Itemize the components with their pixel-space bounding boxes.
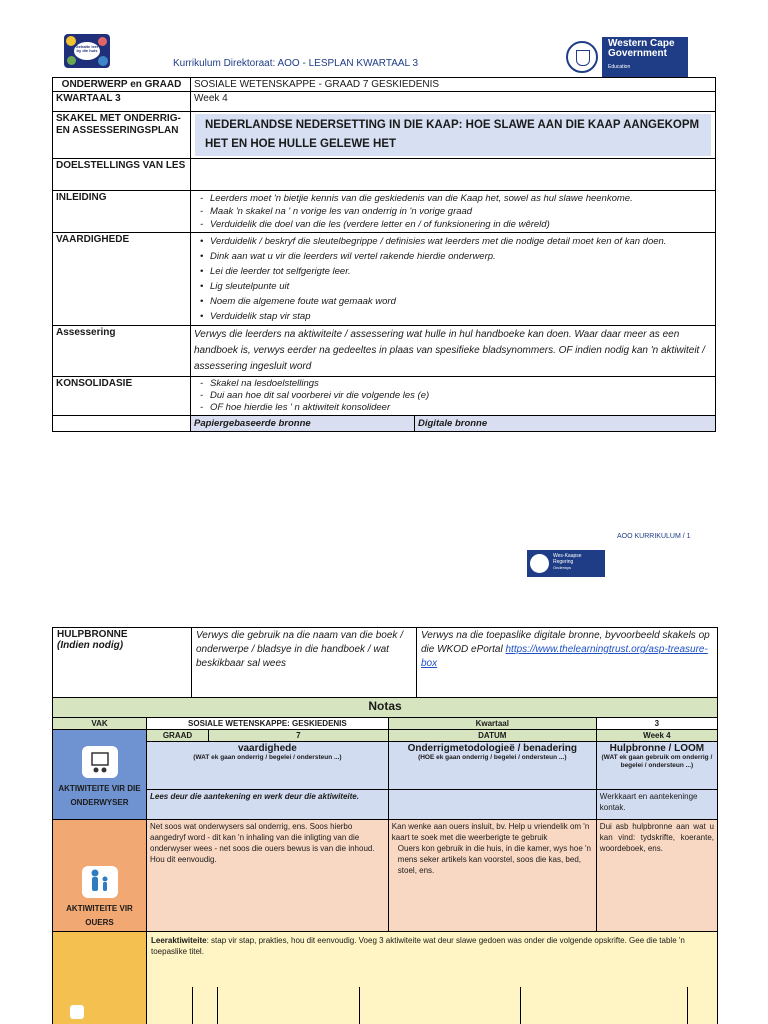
list-item: • Lei die leerder tot selfgerigte leer. bbox=[194, 264, 712, 279]
term-label: Kwartaal bbox=[388, 718, 596, 730]
resources-note: (Indien nodig) bbox=[57, 640, 124, 651]
logo-sub: Education bbox=[608, 64, 631, 70]
table-row bbox=[53, 698, 718, 718]
list-item: - OF hoe hierdie les ' n aktiwiteit konsolideer bbox=[194, 402, 712, 414]
teacher-method bbox=[388, 790, 596, 820]
resources-table bbox=[52, 627, 718, 698]
learner-activities-cell bbox=[147, 932, 718, 1024]
konsolidasie-cell bbox=[191, 377, 716, 416]
paper-resources-header: Papiergebaseerde bronne bbox=[191, 416, 415, 432]
row-value: Week 4 bbox=[191, 92, 716, 112]
logo-line-2: Government bbox=[608, 48, 667, 59]
date-label: DATUM bbox=[388, 730, 596, 742]
parents-method bbox=[388, 820, 596, 932]
table-row bbox=[53, 790, 718, 820]
vaardighede-cell bbox=[191, 233, 716, 326]
notes-title: Notas bbox=[53, 698, 718, 718]
method-title: Onderrigmetodologieë / benadering bbox=[407, 743, 578, 754]
table-row bbox=[53, 233, 716, 326]
topic-cell bbox=[191, 112, 716, 159]
teacher-resources: Werkkaart en aantekeninge kontak. bbox=[596, 790, 717, 820]
learner-activities-text: : stap vir stap, prakties, hou dit eenvoudig. Voeg 3 aktiwiteite wat deur slawe gedoen was onder die volgende opskrifte. Gee die table 'n toepaslike titel. bbox=[151, 936, 685, 956]
parents-icon bbox=[82, 866, 118, 898]
skills-header bbox=[147, 742, 389, 790]
teacher-icon bbox=[82, 746, 118, 778]
method-header bbox=[388, 742, 596, 790]
footer-logo-line-3: Onderwys bbox=[553, 565, 572, 570]
footer-logo bbox=[527, 550, 605, 577]
row-label: ONDERWERP en GRAAD bbox=[53, 78, 191, 92]
skills-sub: (WAT ek gaan onderrig / begelei / ondersteun ...) bbox=[193, 754, 342, 761]
term-value: 3 bbox=[596, 718, 717, 730]
divider bbox=[217, 987, 218, 1024]
treasure-box-link[interactable]: https://www.thelearningtrust.org/asp-treasure-box bbox=[421, 644, 708, 669]
parents-tip-2: Ouers kon gebruik in die huis, in die kamer, wys hoe 'n mens seker artikels kan voorstel, soos die kas, bed, stoel, ens. bbox=[397, 844, 591, 875]
list-item: • Lig sleutelpunte uit bbox=[194, 279, 712, 294]
parents-tip-1: Kan wenke aan ouers insluit, bv. Help u vriendelik om 'n kaart te soek met die weerberigte te gebruik bbox=[391, 822, 590, 842]
table-row bbox=[53, 112, 716, 159]
divider bbox=[687, 987, 688, 1024]
row-label: Assessering bbox=[53, 326, 191, 377]
footer-logo-line-1: Wes-Kaapse bbox=[553, 553, 582, 559]
method-sub: (HOE ek gaan onderrig / begelei / ondersteun ...) bbox=[418, 754, 567, 761]
table-row bbox=[53, 159, 716, 191]
table-row bbox=[53, 730, 718, 742]
school-logo bbox=[64, 34, 110, 68]
western-cape-government-logo bbox=[562, 37, 688, 77]
list-item: • Dink aan wat u vir die leerders wil vertel rakende hierdie onderwerp. bbox=[194, 249, 712, 264]
resources-header bbox=[596, 742, 717, 790]
row-value: SOSIALE WETENSKAPPE - GRAAD 7 GESKIEDENIS bbox=[191, 78, 716, 92]
resources-label: HULPBRONNE bbox=[57, 629, 128, 640]
inleiding-cell bbox=[191, 191, 716, 233]
digital-resources-cell bbox=[417, 628, 718, 698]
table-row bbox=[53, 416, 716, 432]
list-item: - Skakel na lesdoelstellings bbox=[194, 378, 712, 390]
resources-sub: (WAT ek gaan gebruik om onderrig / begelei / ondersteun ...) bbox=[601, 754, 713, 769]
subject-value: SOSIALE WETENSKAPPE: GESKIEDENIS bbox=[147, 718, 389, 730]
crest-icon bbox=[562, 37, 602, 77]
list-item: - Verduidelik die doel van die les (verdere letter en / of funksionering in die wêreld) bbox=[194, 218, 712, 231]
row-label: SKAKEL MET ONDERRIG- EN ASSESSERINGSPLAN bbox=[53, 112, 191, 159]
row-value bbox=[191, 159, 716, 191]
page-number: AOO KURRIKULUM / 1 bbox=[617, 533, 691, 540]
assessering-cell: Verwys die leerders na aktiwiteite / assessering wat hulle in hul handboeke kan doen. Waar daar meer as een handboek is, verwys eerder na gedeeltes in plaas van spesifieke bladsynommers. OF indien nodig kan 'n aktiwiteit / assessering ingesluit word bbox=[191, 326, 716, 377]
logo-text: Gehalte leer by die huis bbox=[74, 42, 100, 60]
parents-skills: Net soos wat onderwysers sal onderrig, ens. Soos hierbo aangedryf word - dit kan 'n inhaling van die inligting van die onderwyser wees - net soos die ouers bewus is van die inhoud. Hou dit eenvoudig. bbox=[147, 820, 389, 932]
table-row bbox=[53, 820, 718, 932]
row-label: INLEIDING bbox=[53, 191, 191, 233]
digital-resources-header: Digitale bronne bbox=[415, 416, 716, 432]
learner-activities-label: Leeraktiwiteite bbox=[151, 936, 207, 945]
parents-activities-label: AKTIWITEITE VIR OUERS bbox=[66, 904, 133, 927]
list-item: - Dui aan hoe dit sal voorberei vir die volgende les (e) bbox=[194, 390, 712, 402]
teacher-activities-label: AKTIWITEITE VIR DIE ONDERWYSER bbox=[58, 783, 141, 807]
parents-resources: Dui asb hulpbronne aan wat u kan vind: tydskrifte, koerante, woordeboek, ens. bbox=[596, 820, 717, 932]
table-row bbox=[53, 718, 718, 730]
grade-value: 7 bbox=[209, 730, 389, 742]
table-row bbox=[53, 932, 718, 1024]
lesson-topic: NEDERLANDSE NEDERSETTING IN DIE KAAP: HOE SLAWE AAN DIE KAAP AANGEKOPM HET EN HOE HULLE GELEWE HET bbox=[195, 114, 711, 156]
table-row bbox=[53, 92, 716, 112]
crest-icon bbox=[530, 554, 549, 573]
teacher-skills: Lees deur die aantekening en werk deur die aktiwiteite. bbox=[147, 790, 389, 820]
teacher-side-cell bbox=[53, 730, 147, 820]
logo-line-1: Western Cape bbox=[608, 38, 675, 49]
row-label: KWARTAAL 3 bbox=[53, 92, 191, 112]
grade-label: GRAAD bbox=[147, 730, 209, 742]
table-row bbox=[53, 628, 718, 698]
divider bbox=[520, 987, 521, 1024]
table-row bbox=[53, 377, 716, 416]
table-row bbox=[53, 78, 716, 92]
parents-side-cell bbox=[53, 820, 147, 932]
list-item: - Leerders moet 'n bietjie kennis van die geskiedenis van die Kaap het, sowel as hul slawe heenkome. bbox=[194, 192, 712, 205]
footer-logo-line-2: Regering bbox=[553, 559, 574, 565]
learner-side-cell bbox=[53, 932, 147, 1024]
skills-title: vaardighede bbox=[237, 743, 297, 754]
list-item: - Maak 'n skakel na ' n vorige les van onderrig in 'n vorige graad bbox=[194, 205, 712, 218]
list-item: • Verduidelik / beskryf die sleutelbegrippe / definisies wat leerders met die nodige detail moet ken of kan doen. bbox=[194, 234, 712, 249]
list-item: • Noem die algemene foute wat gemaak word bbox=[194, 294, 712, 309]
subject-label: VAK bbox=[53, 718, 147, 730]
notes-table bbox=[52, 697, 718, 1024]
table-row bbox=[53, 742, 718, 790]
digital-resources: Verwys na die toepaslike digitale bronne, byvoorbeeld skakels op die WKOD ePortal bbox=[421, 630, 710, 655]
paper-resources: Verwys die gebruik na die naam van die boek / onderwerpe / bladsye in die handboek / wat beskikbaar sal wees bbox=[192, 628, 417, 698]
table-row bbox=[53, 326, 716, 377]
list-item: • Verduidelik stap vir stap bbox=[194, 309, 712, 324]
resources-label-cell bbox=[53, 628, 192, 698]
page-header-title: Kurrikulum Direktoraat: AOO - LESPLAN KWARTAAL 3 bbox=[173, 58, 419, 69]
row-label: DOELSTELLINGS VAN LES bbox=[53, 159, 191, 191]
divider bbox=[359, 987, 360, 1024]
lesson-plan-table bbox=[52, 77, 716, 432]
learner-icon bbox=[70, 1005, 84, 1019]
table-row bbox=[53, 191, 716, 233]
row-label: VAARDIGHEDE bbox=[53, 233, 191, 326]
row-label: KONSOLIDASIE bbox=[53, 377, 191, 416]
divider bbox=[192, 987, 193, 1024]
resources-title: Hulpbronne / LOOM bbox=[609, 743, 705, 754]
week-value: Week 4 bbox=[596, 730, 717, 742]
